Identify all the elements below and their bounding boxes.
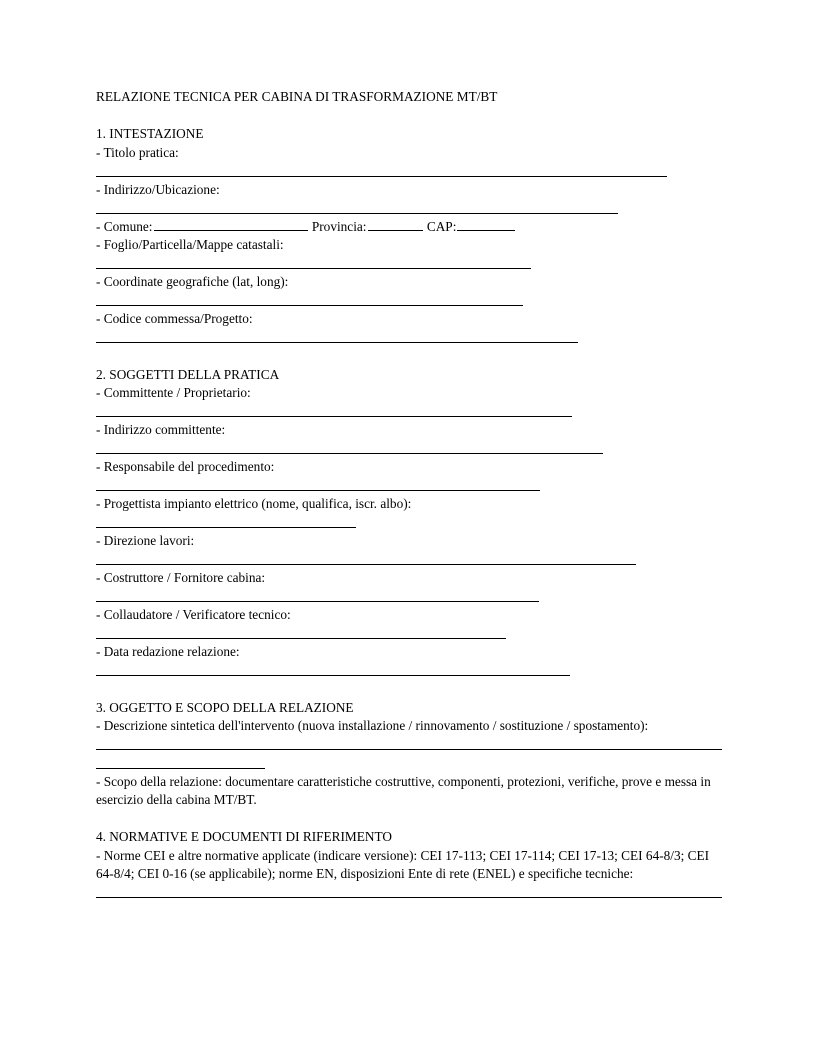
rule — [96, 601, 539, 602]
field-label-indirizzo-ubicazione: - Indirizzo/Ubicazione: — [96, 181, 220, 197]
field-label-titolo-pratica: - Titolo pratica: — [96, 144, 179, 160]
field-label-responsabile-procedimento: - Responsabile del procedimento: — [96, 459, 275, 474]
field-label-comune: - Comune: — [96, 218, 153, 234]
spacer — [96, 107, 722, 126]
rule — [96, 342, 578, 343]
section-heading-1: 1. INTESTAZIONE — [96, 126, 204, 141]
rule — [96, 564, 636, 565]
rule — [96, 268, 531, 269]
rule — [96, 527, 356, 528]
field-rule-coordinate-geografiche[interactable] — [96, 292, 722, 311]
field-rule-codice-commessa[interactable] — [96, 329, 722, 348]
paragraph-scopo-relazione: - Scopo della relazione: documentare caratteristiche costruttive, componenti, protezioni, verifiche, prove e messa in esercizio della cabina MT/BT. — [96, 773, 715, 807]
field-rule-descrizione-intervento[interactable] — [96, 736, 722, 755]
field-label-data-redazione: - Data redazione relazione: — [96, 644, 240, 659]
field-rule-indirizzo-ubicazione[interactable] — [96, 199, 722, 218]
field-rule-foglio-particella[interactable] — [96, 255, 722, 274]
rule — [96, 213, 618, 214]
field-rule-responsabile-procedimento[interactable] — [96, 477, 722, 496]
spacer — [96, 680, 722, 699]
field-label-indirizzo-committente: - Indirizzo committente: — [96, 422, 226, 437]
field-label-direzione-lavori: - Direzione lavori: — [96, 533, 195, 548]
field-label-committente: - Committente / Proprietario: — [96, 385, 251, 400]
rule — [96, 305, 523, 306]
field-rule-norme-cei[interactable] — [96, 884, 722, 903]
field-label-foglio-particella: - Foglio/Particella/Mappe catastali: — [96, 237, 284, 252]
field-label-provincia: Provincia: — [311, 218, 367, 234]
field-rule-cap[interactable] — [457, 219, 515, 231]
rule — [96, 453, 603, 454]
section-heading-2: 2. SOGGETTI DELLA PRATICA — [96, 366, 280, 382]
field-rule-data-redazione[interactable] — [96, 662, 722, 681]
spacer — [96, 347, 722, 366]
field-rule-collaudatore[interactable] — [96, 625, 722, 644]
field-rule-progettista[interactable] — [96, 514, 722, 533]
field-rule-costruttore-fornitore[interactable] — [96, 588, 722, 607]
field-rule-indirizzo-committente[interactable] — [96, 440, 722, 459]
field-label-coordinate-geografiche: - Coordinate geografiche (lat, long): — [96, 274, 289, 289]
section-heading-4: 4. NORMATIVE E DOCUMENTI DI RIFERIMENTO — [96, 829, 392, 844]
field-label-costruttore-fornitore: - Costruttore / Fornitore cabina: — [96, 570, 266, 585]
field-label-codice-commessa: - Codice commessa/Progetto: — [96, 311, 253, 326]
field-label-progettista: - Progettista impianto elettrico (nome, qualifica, iscr. albo): — [96, 496, 412, 511]
rule — [96, 768, 265, 769]
field-rule-titolo-pratica[interactable] — [96, 162, 722, 181]
document-title: RELAZIONE TECNICA PER CABINA DI TRASFORMAZIONE MT/BT — [96, 89, 498, 104]
field-label-cap: CAP: — [426, 218, 457, 234]
rule — [96, 176, 667, 177]
rule — [96, 638, 506, 639]
field-label-collaudatore: - Collaudatore / Verificatore tecnico: — [96, 607, 291, 622]
field-label-norme-cei: - Norme CEI e altre normative applicate (indicare versione): CEI 17-113; CEI 17-114; CEI 17-13; CEI 64-8/3; CEI 64-8/4; CEI 0-16 (se applicabile); norme EN, disposizioni Ente di rete (ENEL) e specifiche tecniche: — [96, 847, 713, 881]
field-label-descrizione-intervento: - Descrizione sintetica dell'intervento (nuova installazione / rinnovamento / sostituzione / spostamento): — [96, 718, 649, 733]
field-rule-committente[interactable] — [96, 403, 722, 422]
field-rule-descrizione-intervento-wrap[interactable] — [96, 754, 722, 773]
field-row-comune-provincia-cap[interactable] — [96, 218, 722, 237]
spacer — [96, 810, 722, 829]
rule — [96, 490, 540, 491]
rule — [96, 416, 572, 417]
document-body — [96, 88, 722, 902]
rule — [96, 675, 570, 676]
rule — [96, 897, 722, 898]
rule — [96, 749, 722, 750]
field-rule-comune[interactable] — [154, 219, 308, 231]
field-rule-direzione-lavori[interactable] — [96, 551, 722, 570]
section-heading-3: 3. OGGETTO E SCOPO DELLA RELAZIONE — [96, 699, 354, 715]
field-rule-provincia[interactable] — [368, 219, 423, 231]
